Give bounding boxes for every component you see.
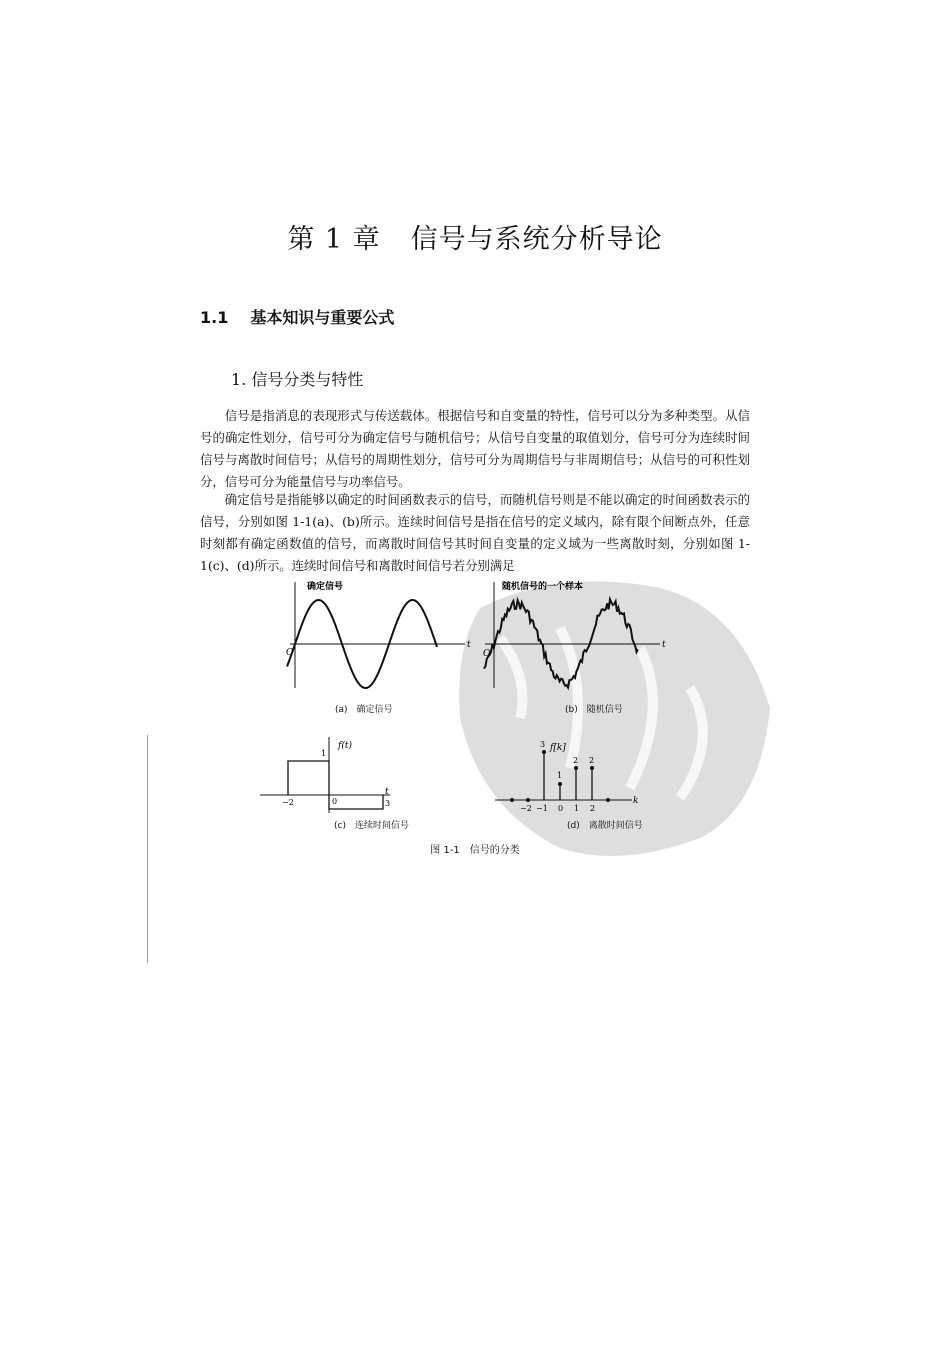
c-tick-0: 0 (332, 797, 338, 806)
paragraph-1: 信号是指消息的表现形式与传送载体。根据信号和自变量的特性，信号可以分为多种类型。从信号的确定性划分，信号可分为确定信号与随机信号；从信号自变量的取值划分，信号可分为连续时间信号与离散时间信号；从信号的周期性划分，信号可分为周期信号与非周期信号；从信号的可积性划分，信号可分为能量信号与功率信号。 (200, 408, 750, 489)
figure-panel-d (490, 735, 650, 815)
c-axis-label: t (385, 787, 389, 797)
d-caption: (d) 离散时间信号 (567, 821, 643, 831)
b-caption: (b) 随机信号 (565, 705, 623, 715)
figure-panel-b (480, 580, 670, 690)
d-stem-point (542, 750, 546, 754)
d-tick-neg1: −1 (536, 804, 548, 813)
d-stem-value-k1: 2 (573, 756, 579, 765)
a-origin-label: O (286, 648, 294, 658)
c-level-label: 1 (321, 749, 327, 758)
b-top-label: 随机信号的一个样本 (502, 582, 584, 592)
d-stem-point (526, 798, 530, 802)
b-origin-label: O (483, 649, 491, 659)
d-stem-value-k-minus1: 3 (540, 740, 546, 749)
section-heading (200, 305, 394, 328)
d-stem-point (574, 766, 578, 770)
d-tick-neg2: −2 (520, 804, 532, 813)
d-stem-point (590, 766, 594, 770)
b-axis-label: t (662, 640, 666, 650)
d-stem-value-k0: 1 (557, 771, 563, 780)
figure-panel-a (285, 580, 475, 690)
a-caption: (a) 确定信号 (335, 705, 393, 715)
d-stem-point (606, 798, 610, 802)
section-title: 基本知识与重要公式 (250, 308, 395, 327)
d-stem-value-k2: 2 (589, 756, 595, 765)
chapter-title-text: 信号与系统分析导论 (410, 224, 663, 255)
d-tick-2: 2 (590, 804, 596, 813)
section-number: 1.1 (200, 308, 229, 327)
chapter-title (0, 217, 950, 256)
c-caption: (c) 连续时间信号 (334, 821, 409, 831)
d-stem-point (558, 782, 562, 786)
d-axis-label: k (633, 796, 639, 806)
d-tick-1: 1 (574, 804, 580, 813)
figure-panel-c (255, 735, 405, 815)
figure-caption: 图 1-1 信号的分类 (430, 845, 520, 856)
c-tick-3: 3 (385, 799, 391, 808)
d-func-label: f[k] (550, 743, 566, 753)
c-tick-neg2: −2 (282, 798, 294, 807)
b-random-curve (484, 599, 638, 687)
subsection-heading: 1. 信号分类与特性 (231, 370, 364, 389)
paragraph-2: 确定信号是指能够以确定的时间函数表示的信号，而随机信号则是不能以确定的时间函数表示的信号，分别如图 1-1(a)、(b)所示。连续时间信号是指在信号的定义域内，除有限个间断点外，任意时刻都有确定函数值的信号，而离散时间信号其时间自变量的定义域为一些离散时刻，分别如图 1-1(c)、(d)所示。连续时间信号和离散时间信号若分别满足 (200, 492, 750, 573)
chapter-number: 第 1 章 (287, 224, 381, 255)
a-axis-label: t (467, 640, 471, 650)
d-stem-point (510, 798, 514, 802)
c-func-label: f(t) (338, 741, 352, 751)
a-top-label: 确定信号 (307, 582, 344, 592)
d-tick-0: 0 (558, 804, 564, 813)
